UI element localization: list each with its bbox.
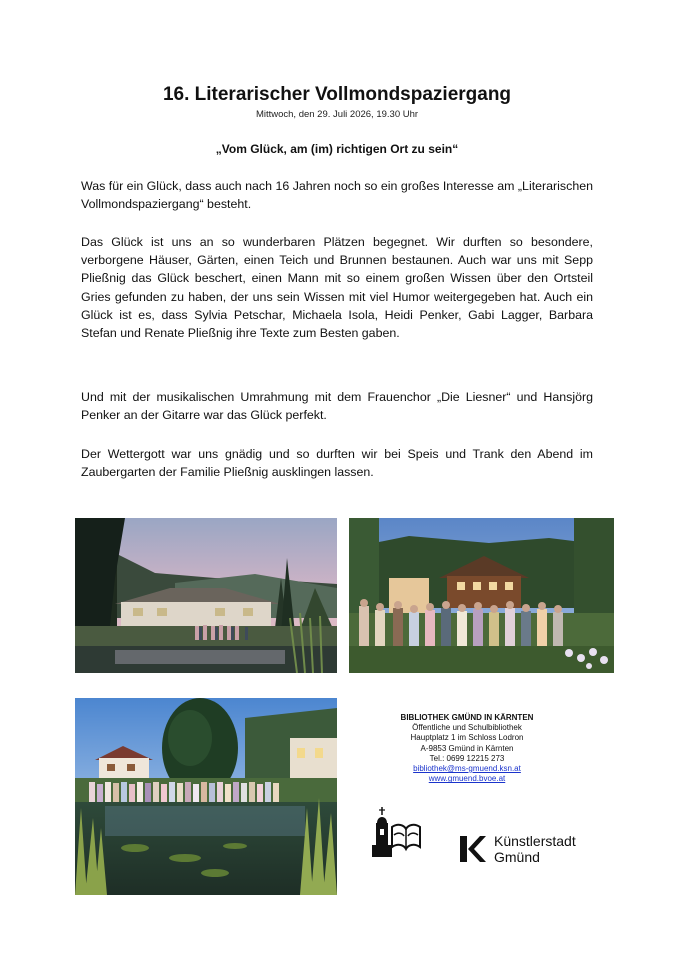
church-book-logo: [372, 805, 422, 859]
library-website-link[interactable]: www.gmuend.bvoe.at: [428, 774, 506, 784]
kuenstlerstadt-line1: Künstlerstadt: [494, 833, 576, 849]
library-email-link[interactable]: bibliothek@ms-gmuend.ksn.at: [413, 764, 521, 774]
event-title: 16. Literarischer Vollmondspaziergang: [162, 84, 512, 105]
paragraph-closing: Der Wettergott war uns gnädig und so durften wir bei Speis und Trank den Abend im Zaubergarten der Familie Pließnig ausklingen lassen.: [81, 447, 593, 480]
k-mark-icon: [460, 835, 486, 863]
paragraph-intro: Was für ein Glück, dass auch nach 16 Jahren noch so ein großes Interesse am „Literarischen Vollmondspaziergang“ besteht.: [81, 179, 593, 212]
event-motto: „Vom Glück, am (im) richtigen Ort zu sein“: [215, 142, 459, 156]
library-name: BIBLIOTHEK GMÜND IN KÄRNTEN: [400, 713, 534, 722]
library-type: Öffentliche und Schulbibliothek: [412, 723, 522, 733]
library-phone: Tel.: 0699 12215 273: [429, 753, 505, 763]
kuenstlerstadt-wordmark: [494, 833, 576, 865]
photo-pond-crowd: [75, 698, 337, 895]
library-city: A-9853 Gmünd in Kärnten: [420, 743, 514, 753]
photo-garden-crowd: [349, 518, 614, 673]
library-address: Hauptplatz 1 im Schloss Lodron: [410, 733, 524, 743]
photo-house-dusk: [75, 518, 337, 673]
kuenstlerstadt-logo: [460, 833, 610, 867]
paragraph-places: Das Glück ist uns an so wunderbaren Plätzen begegnet. Wir durften so besondere, verborgene Häuser, Gärten, einen Teich und Brunnen bestaunen. Auch war uns mit Sepp Pließnig das Glück beschert, einen Mann mit so einem großen Wissen über den Ortsteil Gries gefunden zu haben, der uns sein Wissen mit viel Humor weitergegeben hat. Auch ein Glück ist es, dass Sylvia Petschar, Michaela Isola, Heidi Penker, Gabi Lagger, Barbara Stefan und Renate Pließnig ihre Texte zum Besten gaben.: [81, 235, 593, 341]
event-date: Mittwoch, den 29. Juli 2026, 19.30 Uhr: [255, 109, 419, 120]
kuenstlerstadt-line2: Gmünd: [494, 849, 540, 865]
paragraph-music: Und mit der musikalischen Umrahmung mit dem Frauenchor „Die Liesner“ und Hansjörg Penker an der Gitarre war das Glück perfekt.: [81, 390, 593, 423]
library-contact: [362, 713, 572, 784]
